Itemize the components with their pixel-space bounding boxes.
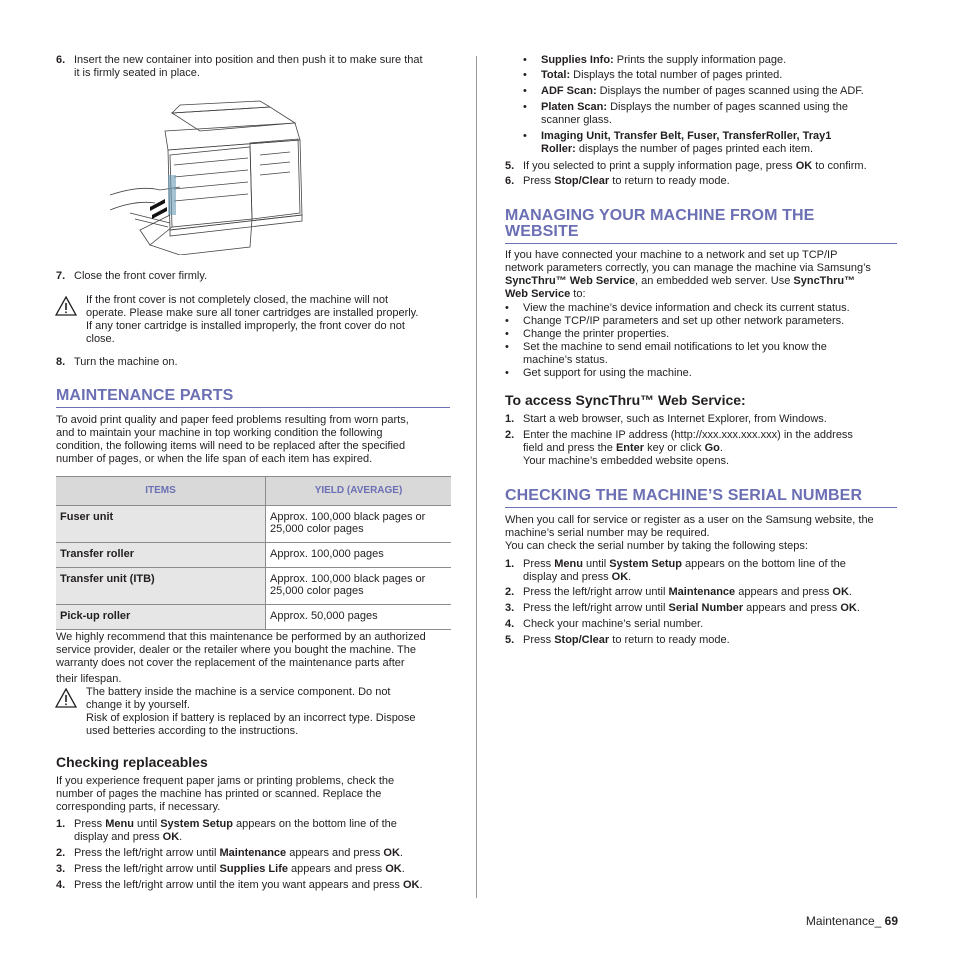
managing-website-heading: MANAGING YOUR MACHINE FROM THE WEBSITE [505,207,815,240]
caution-icon [55,688,77,708]
table-row: Fuser unit Approx. 100,000 black pages or 25,000 color pages [56,506,451,543]
maintenance-parts-table [56,476,451,630]
caution-battery: The battery inside the machine is a service component. Do not change it by yourself. Risk of explosion if battery is replaced by an incorrect type. Dispose used betteries according to the instructions. [86,686,416,737]
managing-intro: If you have connected your machine to a network and set up TCP/IP network parameters correctly, you can manage the machine via Samsung’s SyncThru™ Web Service, an embedded web server. Use SyncThru™ Web Service to: [505,249,871,300]
checking-replaceables-heading: Checking replaceables [56,754,208,770]
serial-intro: When you call for service or register as a user on the Samsung website, the machine’s serial number may be required. You can check the serial number by taking the following steps: [505,514,874,552]
table-header-row [56,477,451,506]
table-row: Pick-up roller Approx. 50,000 pages [56,605,451,630]
caution-front-cover: If the front cover is not completely closed, the machine will not operate. Please make sure all toner cartridges are installed properly. If any toner cartridge is installed improperly, the front cover do not close. [86,294,419,345]
heading-rule [505,507,897,508]
caution-icon [55,296,77,316]
heading-rule [505,243,897,244]
maintenance-recommendation: We highly recommend that this maintenance be performed by an authorized service provider, dealer or the retailer where you bought the machine. The warranty does not cover the replacement of the maintenance parts after their lifespan. [56,631,426,685]
page-number: 69 [884,914,898,928]
heading-rule [56,407,450,408]
access-syncthru-heading: To access SyncThru™ Web Service: [505,392,746,408]
checking-intro: If you experience frequent paper jams or printing problems, check the number of pages the machine has printed or scanned. Replace the corresponding parts, if necessary. [56,775,395,813]
table-row: Transfer unit (ITB) Approx. 100,000 black pages or 25,000 color pages [56,568,451,605]
maintenance-parts-heading: MAINTENANCE PARTS [56,387,234,404]
table-row: Transfer roller Approx. 100,000 pages [56,543,451,568]
maintenance-intro: To avoid print quality and paper feed problems resulting from worn parts, and to maintain your machine in top working condition the following condition, the following items will need to be replaced after the specified number of pages, or when the life span of each item has expired. [56,414,409,465]
page-footer [806,915,898,928]
serial-number-heading: CHECKING THE MACHINE’S SERIAL NUMBER [505,487,863,504]
column-header-yield: YIELD (AVERAGE) [266,477,452,506]
column-header-items: ITEMS [56,477,266,506]
footer-section: Maintenance_ [805,914,885,928]
column-divider [476,56,477,898]
printer-illustration [110,95,325,255]
